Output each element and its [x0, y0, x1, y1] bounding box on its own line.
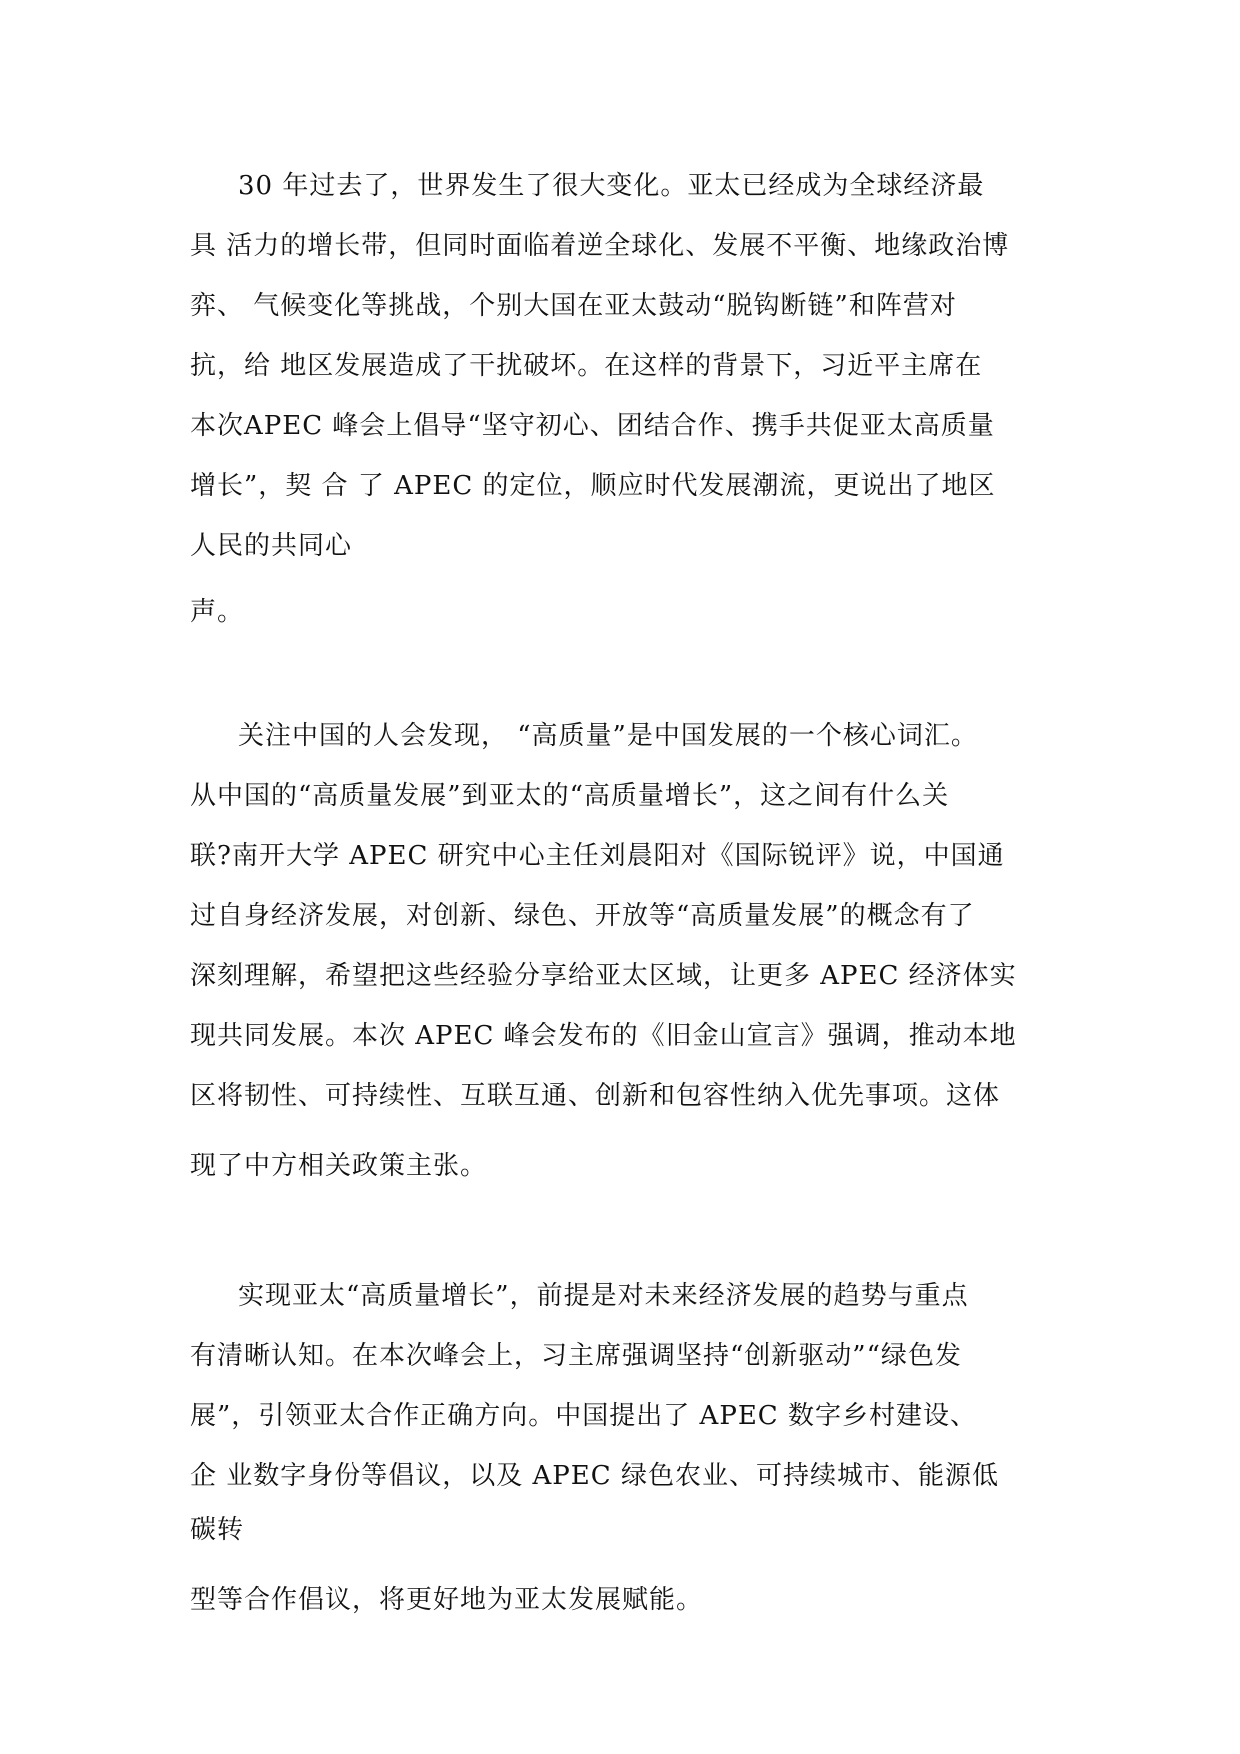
paragraph-2-line-6: 现共同发展。本次 APEC 峰会发布的《旧金山宣言》强调，推动本地 [190, 1021, 1017, 1051]
paragraph-1-line-3: 弈、 气候变化等挑战，个别大国在亚太鼓动“脱钩断链”和阵营对 [190, 291, 957, 321]
paragraph-3-line-3: 展”，引领亚太合作正确方向。中国提出了 APEC 数字乡村建设、 [190, 1401, 977, 1431]
paragraph-1-line-2: 具 活力的增长带，但同时面临着逆全球化、发展不平衡、地缘政治博 [190, 231, 1010, 261]
paragraph-1-line-5: 本次APEC 峰会上倡导“坚守初心、团结合作、携手共促亚太高质量 [190, 411, 995, 441]
paragraph-3-line-6: 型等合作倡议，将更好地为亚太发展赋能。 [190, 1585, 704, 1615]
paragraph-2-line-7: 区将韧性、可持续性、互联互通、创新和包容性纳入优先事项。这体 [190, 1081, 1001, 1111]
paragraph-1-line-8: 声。 [190, 597, 245, 627]
paragraph-2-line-4: 过自身经济发展，对创新、绿色、开放等“高质量发展”的概念有了 [190, 901, 975, 931]
paragraph-1-line-1: 30 年过去了，世界发生了很大变化。亚太已经成为全球经济最 [238, 171, 985, 201]
paragraph-2-line-5: 深刻理解，希望把这些经验分享给亚太区域，让更多 APEC 经济体实 [190, 961, 1017, 991]
paragraph-2-line-8: 现了中方相关政策主张。 [190, 1151, 488, 1181]
paragraph-3-line-2: 有清晰认知。在本次峰会上，习主席强调坚持“创新驱动”“绿色发 [190, 1341, 962, 1371]
paragraph-1-line-6: 增长”，契 合 了 APEC 的定位，顺应时代发展潮流，更说出了地区 [190, 471, 996, 501]
paragraph-3-line-1: 实现亚太“高质量增长”，前提是对未来经济发展的趋势与重点 [238, 1281, 969, 1311]
paragraph-3-line-5: 碳转 [190, 1515, 245, 1545]
paragraph-2-line-2: 从中国的“高质量发展”到亚太的“高质量增长”，这之间有什么关 [190, 781, 950, 811]
paragraph-2-line-1: 关注中国的人会发现， “高质量”是中国发展的一个核心词汇。 [238, 721, 978, 751]
paragraph-1-line-7: 人民的共同心 [190, 531, 353, 561]
paragraph-2-line-3: 联?南开大学 APEC 研究中心主任刘晨阳对《国际锐评》说，中国通 [190, 841, 1005, 871]
paragraph-1-line-4: 抗，给 地区发展造成了干扰破坏。在这样的背景下，习近平主席在 [190, 351, 983, 381]
paragraph-3-line-4: 企 业数字身份等倡议，以及 APEC 绿色农业、可持续城市、能源低 [190, 1461, 999, 1491]
